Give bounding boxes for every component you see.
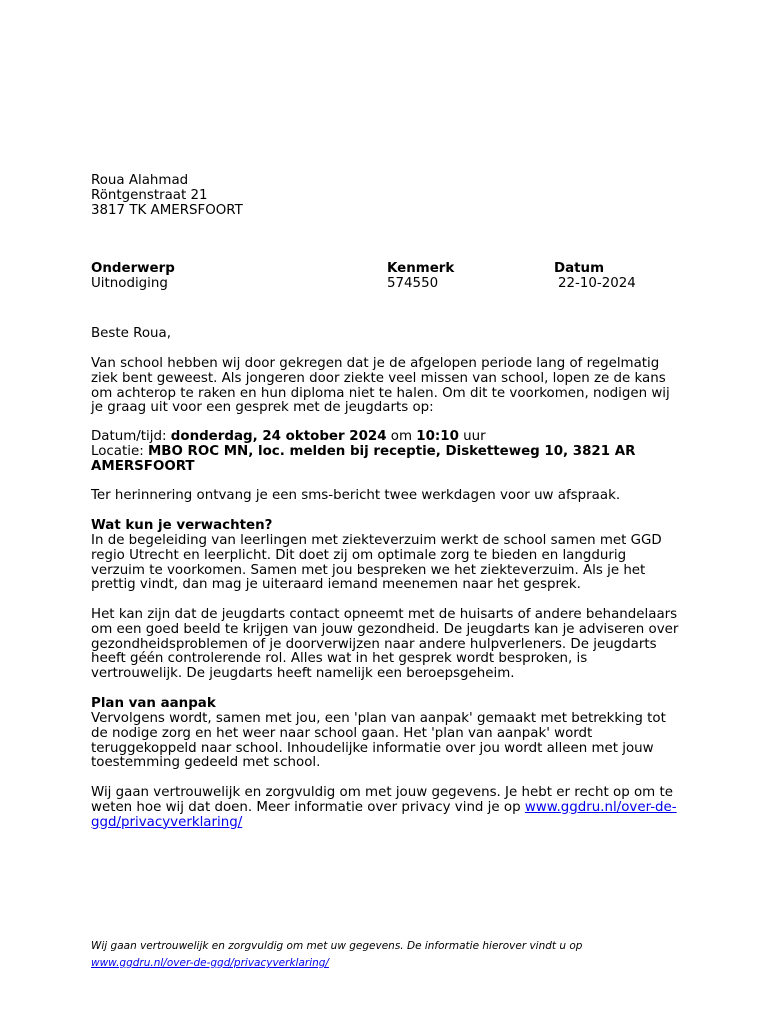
footer-text: Wij gaan vertrouwelijk en zorgvuldig om met uw gegevens. De informatie hierover vindt u op (91, 940, 583, 952)
reference-label: Kenmerk (387, 261, 455, 276)
appointment-date: donderdag, 24 oktober 2024 (170, 429, 387, 444)
recipient-name: Roua Alahmad (91, 173, 189, 188)
intro-paragraph: Van school hebben wij door gekregen dat je de afgelopen periode lang of regelmatig ziek bent geweest. Als jongeren door ziekte veel missen van school, lopen ze de kans om achterop te raken en hun diploma niet te halen. Om dit te voorkomen, nodigen wij je graag uit voor een gesprek met de jeugdarts op: (91, 356, 670, 416)
subject-label: Onderwerp (91, 261, 175, 276)
privacy-text: Wij gaan vertrouwelijk en zorgvuldig om met jouw gegevens. Je hebt er recht op om te weten hoe wij dat doen. Meer informatie over privacy vind je op (91, 785, 673, 815)
section-heading-plan: Plan van aanpak (91, 696, 216, 711)
reference-value: 574550 (387, 276, 439, 291)
datetime-label: Datum/tijd: (91, 429, 171, 444)
section-heading-expectations: Wat kun je verwachten? (91, 518, 273, 533)
datetime-uur: uur (458, 429, 486, 444)
plan-paragraph: Vervolgens wordt, samen met jou, een 'plan van aanpak' gemaakt met betrekking tot de nodige zorg en het weer naar school gaan. Het 'plan van aanpak' wordt teruggekoppeld naar school. Inhoudelijke informatie over jou wordt alleen met jouw toestemming gedeeld met school. (91, 711, 666, 771)
expectations-paragraph-1: In de begeleiding van leerlingen met ziekteverzuim werkt de school samen met GGD regio Utrecht en leerplicht. Dit doet zij om optimale zorg te bieden en langdurig verzuim te voorkomen. Samen met jou bespreken we het ziekteverzuim. Als je het prettig vindt, dan mag je uiteraard iemand meenemen naar het gesprek. (91, 533, 662, 593)
expectations-paragraph-2: Het kan zijn dat de jeugdarts contact opneemt met de huisarts of andere behandelaars om een goed beeld te krijgen van jouw gezondheid. De jeugdarts kan je adviseren over gezondheidsproblemen of je doorverwijzen naar andere hulpverleners. De jeugdarts heeft géén controlerende rol. Alles wat in het gesprek wordt besproken, is vertrouwelijk. De jeugdarts heeft namelijk een beroepsgeheim. (91, 607, 679, 682)
date-label: Datum (554, 261, 605, 276)
appointment-location (91, 445, 691, 460)
appointment-details (91, 430, 691, 474)
location-line2: AMERSFOORT (91, 458, 195, 474)
datetime-om: om (386, 429, 417, 444)
appointment-datetime (91, 430, 691, 445)
privacy-link[interactable]: www.ggdru.nl/over-de-ggd/privacyverklaring/ (91, 799, 677, 830)
recipient-city: 3817 TK AMERSFOORT (91, 202, 243, 218)
recipient-address (91, 174, 243, 218)
subject-value: Uitnodiging (91, 276, 168, 291)
footer-privacy-link[interactable]: www.ggdru.nl/over-de-ggd/privacyverklaring/ (91, 957, 329, 969)
location-line1: MBO ROC MN, loc. melden bij receptie, Disketteweg 10, 3821 AR (147, 443, 636, 459)
privacy-paragraph (91, 786, 681, 830)
recipient-street: Röntgenstraat 21 (91, 187, 208, 203)
footer-notice (91, 938, 711, 972)
location-label: Locatie: (91, 443, 148, 459)
appointment-time: 10:10 (416, 429, 459, 444)
salutation: Beste Roua, (91, 326, 171, 341)
reminder-text: Ter herinnering ontvang je een sms-bericht twee werkdagen voor uw afspraak. (91, 488, 621, 503)
date-value: 22-10-2024 (558, 276, 636, 291)
